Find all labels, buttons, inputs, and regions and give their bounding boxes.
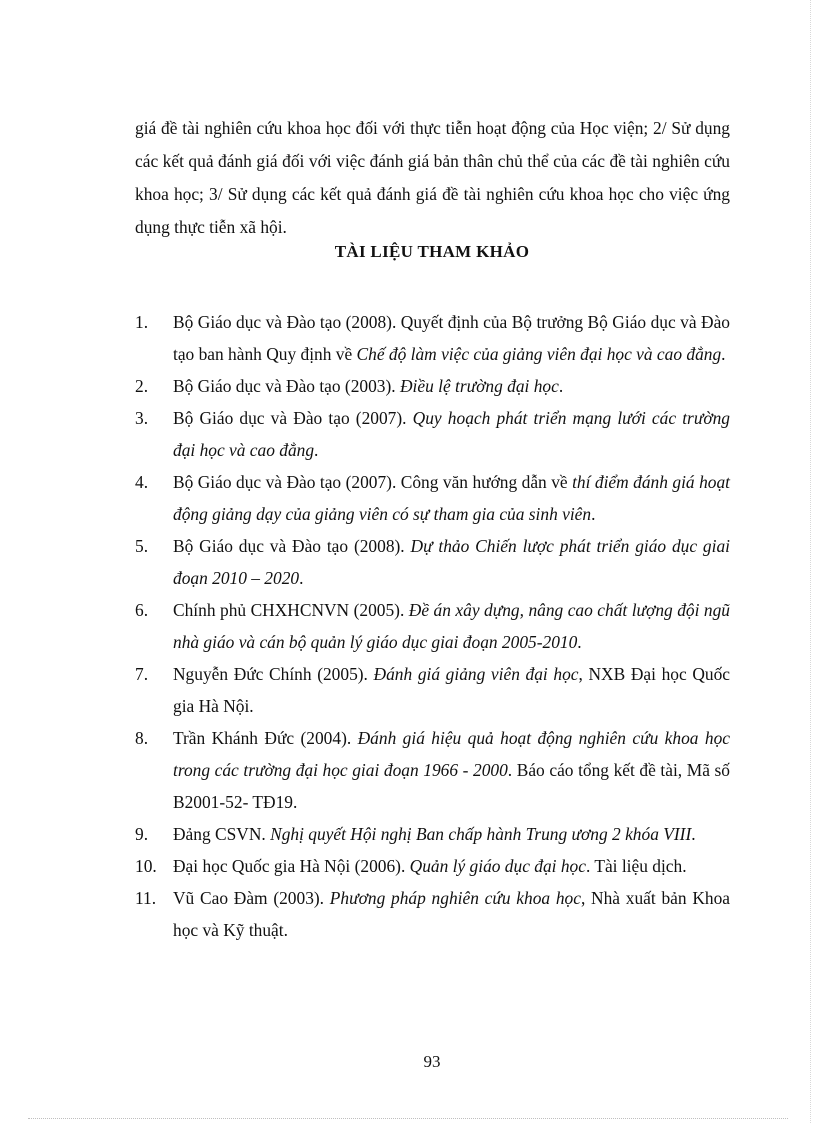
reference-plain-text: Bộ Giáo dục và Đào tạo (2007). [173, 408, 413, 428]
reference-italic-title: Chế độ làm việc của giảng viên đại học và cao đẳng [356, 344, 722, 364]
reference-number: 11. [135, 888, 157, 908]
reference-text [173, 594, 730, 658]
reference-text [173, 658, 730, 722]
reference-plain-text: Trần Khánh Đức (2004). [173, 728, 358, 748]
references-list [135, 306, 730, 946]
reference-plain-text: . [591, 504, 596, 524]
reference-plain-text: , NXB Đại học Quốc gia Hà Nội. [173, 664, 731, 716]
reference-italic-title: Đánh giá giảng viên đại học [373, 664, 579, 684]
reference-plain-text: Đảng CSVN. [173, 824, 271, 844]
reference-item [135, 402, 730, 466]
reference-plain-text: . [314, 440, 319, 460]
reference-plain-text: Bộ Giáo dục và Đào tạo (2008). [173, 536, 411, 556]
reference-item [135, 306, 730, 370]
reference-italic-title: Điều lệ trường đại học [400, 376, 559, 396]
reference-text [173, 530, 730, 594]
reference-italic-title: thí điểm đánh giá hoạt động giảng dạy của giảng viên có sự tham gia của sinh viên [173, 472, 730, 524]
reference-italic-title: Đánh giá hiệu quả hoạt động nghiên cứu khoa học trong các trường đại học giai đoạn 1966 - 2000 [173, 728, 731, 780]
reference-plain-text: . [299, 568, 304, 588]
intro-paragraph: giá đề tài nghiên cứu khoa học đối với thực tiễn hoạt động của Học viện; 2/ Sử dụng các kết quả đánh giá đối với việc đánh giá bản thân chủ thể của các đề tài nghiên cứu khoa học; 3/ Sử dụng các kết quả đánh giá đề tài nghiên cứu khoa học cho việc ứng dụng thực tiễn xã hội. [135, 118, 730, 237]
reference-plain-text: Bộ Giáo dục và Đào tạo (2003). [173, 376, 400, 396]
reference-text [173, 818, 730, 850]
reference-italic-title: Phương pháp nghiên cứu khoa học [329, 888, 581, 908]
reference-item [135, 818, 730, 850]
reference-plain-text: . [721, 344, 726, 364]
reference-number: 8. [135, 728, 149, 748]
reference-plain-text: Bộ Giáo dục và Đào tạo (2008). Quyết định của Bộ trưởng Bộ Giáo dục và Đào tạo ban hành Quy định về [173, 312, 730, 364]
reference-plain-text: . [558, 376, 564, 396]
reference-text [173, 306, 730, 370]
footer-dotted-rule [28, 1118, 788, 1119]
reference-plain-text: Nguyễn Đức Chính (2005). [173, 664, 374, 684]
reference-text [173, 722, 730, 818]
reference-italic-title: Đề án xây dựng, nâng cao chất lượng đội ngũ nhà giáo và cán bộ quản lý giáo dục giai đoạn 2005-2010 [173, 600, 730, 652]
reference-number: 2. [135, 376, 149, 396]
reference-item [135, 722, 730, 818]
reference-plain-text: . Tài liệu dịch. [585, 856, 687, 876]
reference-italic-title: Nghị quyết Hội nghị Ban chấp hành Trung ương 2 khóa VIII [270, 824, 692, 844]
reference-number: 5. [135, 536, 149, 556]
reference-number: 7. [135, 664, 149, 684]
reference-item [135, 658, 730, 722]
page-number: 93 [423, 1052, 441, 1071]
reference-item [135, 370, 730, 402]
reference-text [173, 466, 730, 530]
reference-italic-title: Quy hoạch phát triển mạng lưới các trường đại học và cao đẳng [173, 408, 730, 460]
reference-item [135, 594, 730, 658]
reference-number: 1. [135, 312, 149, 332]
reference-item [135, 882, 730, 946]
reference-number: 9. [135, 824, 149, 844]
reference-number: 4. [135, 472, 149, 492]
reference-plain-text: Bộ Giáo dục và Đào tạo (2007). Công văn hướng dẫn về [173, 472, 573, 492]
reference-italic-title: Quản lý giáo dục đại học [409, 856, 586, 876]
reference-item [135, 530, 730, 594]
reference-plain-text: Vũ Cao Đàm (2003). [173, 888, 330, 908]
reference-plain-text: . Báo cáo tổng kết đề tài, Mã số B2001-52- TĐ19. [173, 760, 730, 812]
reference-text [173, 370, 730, 402]
reference-italic-title: Dự thảo Chiến lược phát triển giáo dục giai đoạn 2010 – 2020 [173, 536, 730, 588]
reference-plain-text: Đại học Quốc gia Hà Nội (2006). [173, 856, 410, 876]
reference-text [173, 882, 730, 946]
reference-text [173, 850, 730, 882]
reference-plain-text: Chính phủ CHXHCNVN (2005). [173, 600, 409, 620]
reference-item [135, 466, 730, 530]
references-heading: TÀI LIỆU THAM KHẢO [334, 242, 530, 261]
reference-text [173, 402, 730, 466]
reference-plain-text: . [577, 632, 582, 652]
reference-number: 3. [135, 408, 149, 428]
reference-number: 6. [135, 600, 149, 620]
reference-number: 10. [135, 856, 157, 876]
right-dotted-edge [810, 0, 811, 1123]
reference-item [135, 850, 730, 882]
reference-plain-text: . [691, 824, 696, 844]
reference-plain-text: , Nhà xuất bản Khoa học và Kỹ thuật. [173, 888, 730, 940]
